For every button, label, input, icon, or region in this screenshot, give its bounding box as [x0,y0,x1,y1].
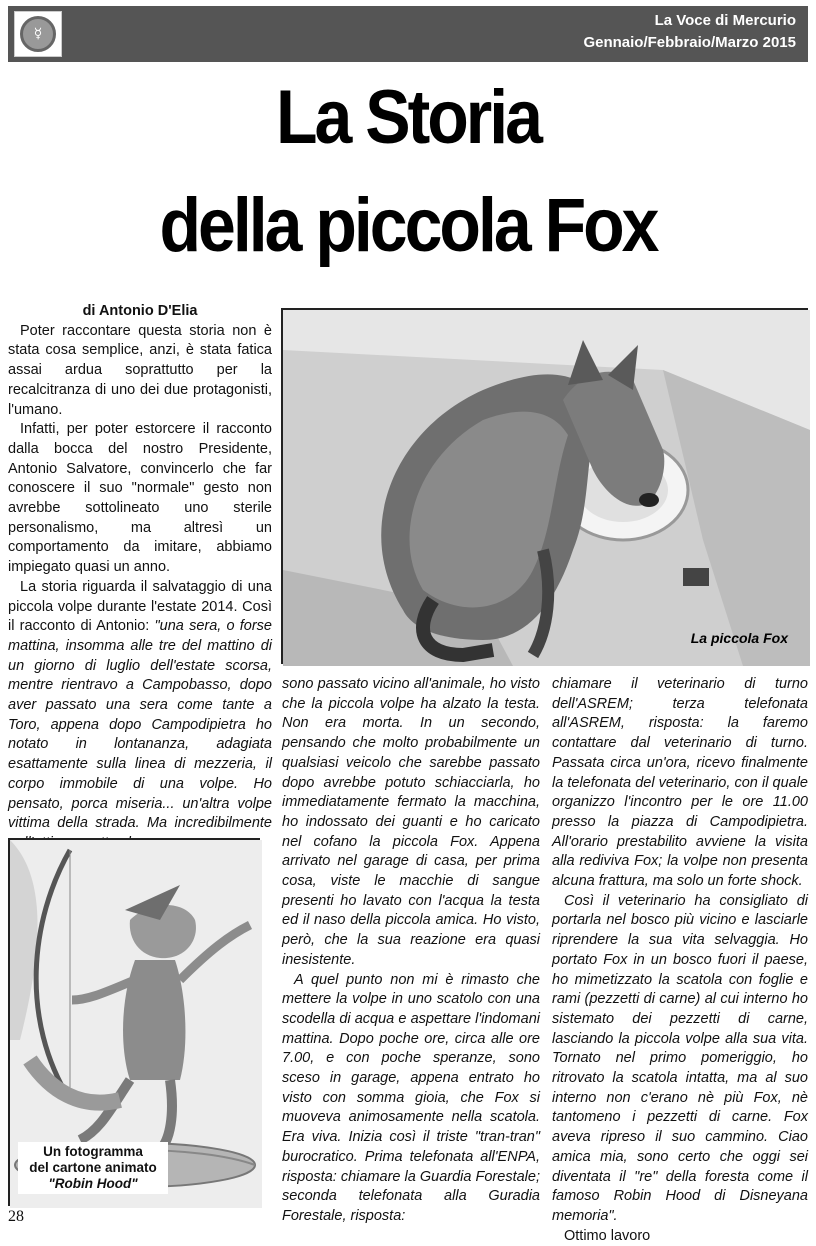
text-column-2 [282,675,540,1227]
col3-paragraph-1: chiamare il veterinario di turno dell'ASREM; terza telefonata all'ASREM, risposta: la faremo contattare dal veterinario di turno. Passata circa un'ora, ricevo finalmente la telefonata del veterinario, con il quale organizzo l'incontro per le ore 11.00 presso la piazza di Campodipietra. All'orario prestabilito avviene la visita alla rediviva Fox; la volpe non presenta alcuna frattura, ma solo un forte shock. [552,676,808,890]
paragraph-1: Poter raccontare questa storia non è stata cosa semplice, anzi, è stata fatica assai ardua soprattutto per la recalcitranza di uno dei due protagonisti, l'umano. [8,322,272,418]
article-title-line1: La Storia [276,74,540,160]
cartoon-caption-line2: del cartone animato [29,1160,157,1175]
paragraph-3-quote: "una sera, o forse mattina, insomma alle tre del mattino di un giorno di luglio dell'estate scorsa, mentre rientravo a Campobasso, dopo aver passato una sera come tante a Toro, appena dopo Campodipietra ho notato in lontananza, adagiata esattamente sulla linea di mezzeria, il corpo immobile di una volpe. Ho pensato, porca miseria... un'altra volpe vittima della strada. Ma incredibilmente [8,618,272,832]
cartoon-caption-line1: Un fotogramma [43,1144,143,1159]
fox-photo [281,308,808,664]
page-header [8,6,808,62]
col2-paragraph-1: sono passato vicino all'animale, ho visto che la piccola volpe ha alzato la testa. Non era morta. In un secondo, pensando che molto probabilmente un qualsiasi veicolo che sarebbe passato dopo avrebbe potuto schiacciarla, ho immediatamente fermato la macchina, ho indossato dei guanti e ho caricato nel cofano la piccola Fox. Appena arrivato nel garage di casa, per prima cosa, viste le macchie di sangue presenti ho lavato con l'acqua la testa ed il naso della piccola amica. Ho visto, però, che la sua reazione era quasi inesistente. [282,676,540,968]
text-column-1 [8,302,272,854]
cartoon-caption-line3: "Robin Hood" [48,1176,138,1191]
fox-photo-image [283,310,810,666]
page-number: 28 [8,1208,24,1225]
article-title-line2: della piccola Fox [159,182,657,268]
col2-paragraph-2: A quel punto non mi è rimasto che mettere la volpe in uno scatolo con una scodella di acqua e aspettare l'indomani mattina. Dopo poche ore, circa alle ore 7.00, e con poche speranze, sono sceso in garage, appena entrato ho visto con somma gioia, che Fox si muoveva animosamente nella scatola. Era viva. Inizia così il triste "tran-tran" burocratico. Prima telefonata all'ENPA, risposta: chiamare la Guardia Forestale; seconda telefonata alla Guradia Forestale, risposta: [282,971,540,1224]
magazine-name: La Voce di Mercurio [654,12,796,29]
closing-remark: Ottimo lavoro [564,1227,651,1244]
paragraph-3-intro: La storia riguarda il salvataggio di una piccola volpe durante l'estate 2014. Così il racconto di Antonio: [8,578,272,635]
robin-hood-image [8,838,260,1206]
paragraph-3 [8,578,272,854]
mercury-emblem-icon: ☿ [20,16,56,52]
photo-caption: La piccola Fox [690,630,788,646]
byline: di Antonio D'Elia [82,303,198,319]
magazine-logo [14,11,62,57]
col3-paragraph-2: Così il veterinario ha consigliato di portarla nel bosco più vicino e lasciarle riprendere la sua vita selvaggia. Ho portato Fox in un bosco fuori il paese, ho mimetizzato la scatola con foglie e rami (pezzetti di carne) al cui interno ho sistemato dei pezzetti di carne, lasciando la piccola volpe alla sua vita. Tornato nel primo pomeriggio, ho ritrovato la scatola intatta, ma al suo interno non c'erano nè più Fox, nè tantomeno i pezzetti di carne. Fox aveva ripreso il suo cammino. Ciao amica mia, sono certo che oggi sei diventata il "re" della foresta come il famoso Robin Hood di Disneyana memoria". [552,892,808,1224]
issue-date: Gennaio/Febbraio/Marzo 2015 [583,34,796,51]
paragraph-2: Infatti, per poter estorcere il racconto dalla bocca del nostro Presidente, Antonio Salvatore, convincerlo che far conoscere il suo "normale" gesto non avrebbe sottolineato uno sterile personalismo, ma altresì un comportamento da imitare, abbiamo impiegato quasi un anno. [8,421,272,576]
cartoon-caption [18,1142,168,1194]
text-column-3 [552,675,808,1246]
